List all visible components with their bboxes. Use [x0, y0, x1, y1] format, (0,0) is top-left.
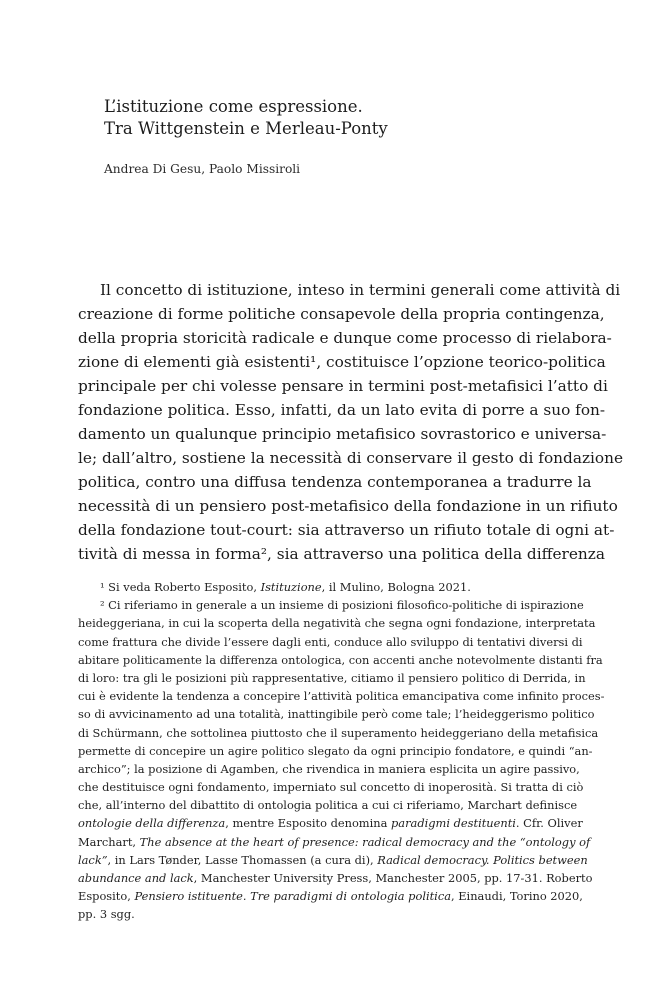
footnote-2-text: Esposito,: [78, 889, 135, 904]
footnote-2-line: [78, 814, 583, 832]
footnote-2-line: che destituisce ogni fondamento, imperniato sul concetto di inoperosità. Si tratta di ciò: [78, 780, 584, 795]
body-line: politica, contro una diffusa tendenza contemporanea a tradurre la: [78, 473, 592, 491]
title-line-1: L’istituzione come espressione.: [104, 97, 363, 116]
footnote-2-line: [78, 851, 588, 869]
footnote-2-line: [78, 887, 583, 905]
footnote-1-title: Istituzione: [260, 580, 322, 594]
footnote-2-text: , Einaudi, Torino 2020,: [451, 889, 583, 904]
footnote-1-text: ¹ Si veda Roberto Esposito,: [100, 580, 261, 594]
footnote-2-line: ² Ci riferiamo in generale a un insieme di posizioni filosofico-politiche di ispirazione: [100, 598, 584, 613]
footnote-2-text: . Cfr. Oliver: [515, 816, 583, 831]
authors: Andrea Di Gesu, Paolo Missiroli: [104, 162, 301, 176]
body-line: della propria storicità radicale e dunque come processo di rielabora-: [78, 329, 612, 347]
footnote-2-italic: lack”: [78, 852, 108, 867]
footnote-2-line: [78, 833, 591, 851]
body-line: le; dall’altro, sostiene la necessità di conservare il gesto di fondazione: [78, 449, 624, 467]
footnote-2-line: come frattura che divide l’essere dagli enti, conduce allo sviluppo di tentativi diversi di: [78, 634, 583, 649]
footnote-1-publisher: , il Mulino, Bologna 2021.: [321, 580, 471, 594]
body-line: creazione di forme politiche consapevole della propria contingenza,: [78, 305, 605, 323]
body-line: damento un qualunque principio metafisico sovrastorico e universa-: [78, 425, 607, 443]
footnote-2-text: , in Lars Tønder, Lasse Thomassen (a cura di),: [107, 852, 378, 867]
footnote-2-line: cui è evidente la tendenza a concepire l’attività politica emancipativa come infinito proces-: [78, 689, 605, 704]
body-line: principale per chi volesse pensare in termini post-metafisici l’atto di: [78, 377, 608, 395]
footnote-2-italic: Pensiero istituente. Tre paradigmi di ontologia politica: [134, 889, 451, 904]
footnote-2-italic: Radical democracy. Politics between: [377, 852, 588, 867]
footnote-2-line: permette di concepire un agire politico slegato da ogni principio fondatore, e quindi “an-: [78, 743, 593, 758]
footnote-2-line: [78, 869, 593, 887]
footnote-2-line: di Schürmann, che sottolinea piuttosto che il superamento heideggeriano della metafisica: [78, 725, 599, 740]
body-line: tività di messa in forma², sia attraverso una politica della differenza: [78, 545, 605, 563]
footnote-2-line: di loro: tra gli le posizioni più rappresentative, citiamo il pensiero politico di Derrida, in: [78, 670, 586, 685]
footnote-2-italic: ontologie della differenza: [78, 816, 226, 831]
body-paragraph: [78, 278, 624, 566]
body-line: zione di elementi già esistenti¹, costituisce l’opzione teorico-politica: [78, 353, 606, 371]
footnote-2-text: , mentre Esposito denomina: [225, 816, 391, 831]
footnote-2-line: heideggeriana, in cui la scoperta della negatività che segna ogni fondazione, interpretata: [78, 616, 596, 631]
footnotes: [78, 578, 605, 924]
body-line: fondazione politica. Esso, infatti, da un lato evita di porre a suo fon-: [78, 401, 606, 419]
footnote-2-line: so di avvicinamento ad una totalità, inattingibile però come tale; l’heideggerismo politico: [78, 707, 595, 722]
footnote-1: [78, 578, 572, 596]
footnote-2-italic: paradigmi destituenti: [391, 816, 516, 831]
body-line: della fondazione tout-court: sia attraverso un rifiuto totale di ogni at-: [78, 521, 615, 539]
footnote-2-italic: The absence at the heart of presence: radical democracy and the “ontology of: [139, 834, 591, 849]
footnote-2-text: , Manchester University Press, Manchester 2005, pp. 17-31. Roberto: [193, 871, 593, 885]
title-line-2: Tra Wittgenstein e Merleau-Ponty: [104, 119, 388, 138]
footnote-2-line: abitare politicamente la differenza ontologica, con accenti anche notevolmente distanti fra: [78, 652, 603, 667]
footnote-2-line: che, all’interno del dibattito di ontologia politica a cui ci riferiamo, Marchart definisce: [78, 798, 578, 813]
body-line: Il concetto di istituzione, inteso in termini generali come attività di: [100, 281, 621, 299]
footnote-2-italic: abundance and lack: [78, 871, 194, 885]
body-line: necessità di un pensiero post-metafisico della fondazione in un rifiuto: [78, 497, 618, 515]
footnote-2-line: archico”; la posizione di Agamben, che rivendica in maniera esplicita un agire passivo,: [78, 761, 580, 776]
footnote-2-line: pp. 3 sgg.: [78, 907, 135, 922]
footnote-2-text: Marchart,: [78, 834, 140, 849]
chapter-title: [104, 96, 564, 140]
